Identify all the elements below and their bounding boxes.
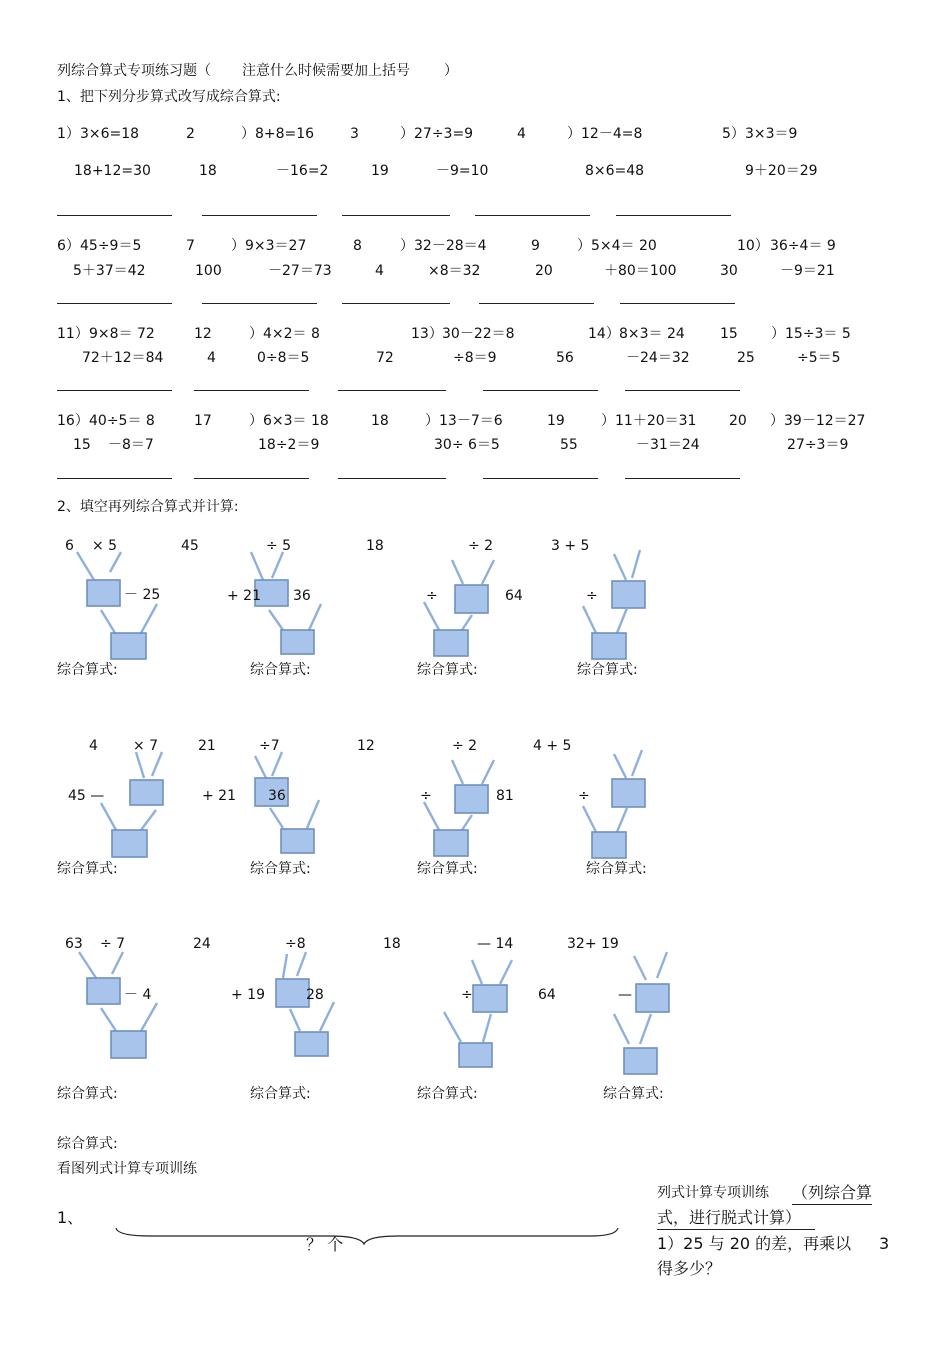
problem-step1: ）5×4＝ 20 [577, 238, 657, 254]
tree-side-term-left: ÷ [578, 788, 590, 804]
formula-label: 综合算式: [250, 861, 311, 877]
problem-step2-lead: 20 [535, 263, 553, 279]
problem-number: 1） [57, 126, 80, 142]
formula-label: 综合算式: [603, 1086, 664, 1102]
tree-side-term-right: 36 [293, 588, 311, 604]
problem-step1: ）32－28＝4 [400, 238, 487, 254]
problem-step1: 9×8＝ 72 [89, 326, 155, 342]
tree-side-term-left: — [618, 987, 632, 1003]
page-title: 列综合算式专项练习题（ [57, 63, 211, 79]
tree-side-term-left: + 21 [202, 788, 236, 804]
problem-step2: 72＋12＝84 [82, 350, 164, 366]
tree-side-term-right: 81 [496, 788, 514, 804]
tree-side-term-left: + 21 [227, 588, 261, 604]
formula-label: 综合算式: [250, 662, 311, 678]
problem-step1: ）4×2＝ 8 [249, 326, 320, 342]
problem-step2: 18÷2＝9 [258, 437, 320, 453]
problem-step2: －31＝24 [636, 437, 700, 453]
tree-side-term: － 4 [124, 987, 152, 1003]
problem-step1: ）11＋20＝31 [601, 413, 697, 429]
problem-step1: ）9×3＝27 [231, 238, 307, 254]
problem-number: 16） [57, 413, 89, 429]
problem-step2: ＋80＝100 [604, 263, 677, 279]
tree-operator: — 14 [477, 936, 514, 952]
problem-step2: ÷5＝5 [797, 350, 841, 366]
problem-step2-lead: 72 [376, 350, 394, 366]
problem-step2-lead: 100 [195, 263, 222, 279]
tree-side-term-left: ÷ [420, 788, 432, 804]
problem-number: 3 [350, 126, 359, 142]
picture-problems-heading: 看图列式计算专项训练 [57, 1161, 197, 1177]
problem-step2: －16=2 [276, 163, 329, 179]
tree-operator: × 5 [92, 538, 118, 554]
tree-box-value: 36 [268, 788, 286, 804]
problem-step2: 0÷8＝5 [257, 350, 310, 366]
tree-operand: 32+ 19 [567, 936, 619, 952]
tree-operator: × 7 [133, 738, 159, 754]
problem-step1: 3×6=18 [80, 126, 140, 142]
tree-side-term: － 25 [124, 587, 161, 603]
problem-step2: －9=10 [436, 163, 489, 179]
tree-side-term-right: 64 [538, 987, 556, 1003]
right-section-title: 列式计算专项训练 [657, 1185, 769, 1201]
tree-operator: ÷8 [285, 936, 306, 952]
problem-number: 10） [737, 238, 769, 254]
word-problem-1: 1）25 与 20 的差，再乘以 [657, 1234, 852, 1253]
problem-step2: ÷8＝9 [453, 350, 497, 366]
right-section-subtitle-line1: （列综合算 [792, 1182, 872, 1205]
problem-step2-lead: 56 [556, 350, 574, 366]
word-problem-1-number: 3 [879, 1234, 890, 1253]
problem-step2-lead: 15 [73, 437, 91, 453]
tree-side-term-left: ÷ [461, 987, 473, 1003]
problem-number: 7 [186, 238, 195, 254]
problem-number: 5） [722, 126, 745, 142]
problem-step1: ）15÷3＝ 5 [771, 326, 851, 342]
tree-side-term-right: 28 [306, 987, 324, 1003]
tree-operand: 4 + 5 [533, 738, 572, 754]
tree-operator: ÷ 2 [452, 738, 478, 754]
section2-heading: 2、填空再列综合算式并计算: [57, 499, 239, 515]
formula-label: 综合算式: [57, 1086, 118, 1102]
title-close: ） [444, 63, 458, 79]
problem-step2: 8×6=48 [585, 163, 645, 179]
tree-side-term-left: + 19 [231, 987, 265, 1003]
formula-label: 综合算式: [57, 662, 118, 678]
formula-label: 综合算式: [250, 1086, 311, 1102]
problem-number: 11） [57, 326, 89, 342]
problem-step1: 3×3＝9 [745, 126, 798, 142]
problem-number: 8 [353, 238, 362, 254]
problem-step2-lead: 55 [560, 437, 578, 453]
problem-number: 13） [411, 326, 443, 342]
brace-label: ？ 个 [306, 1235, 344, 1254]
problem-number: 15 [720, 326, 738, 342]
problem-step2-lead: 25 [737, 350, 755, 366]
formula-label: 综合算式: [417, 662, 478, 678]
tree-operand: 4 [89, 738, 98, 754]
problem-number: 6） [57, 238, 80, 254]
tree-operator: ÷ 5 [266, 538, 292, 554]
problem-step1: 36÷4＝ 9 [770, 238, 836, 254]
tree-operand: 12 [357, 738, 375, 754]
tree-side-term-left: ÷ [426, 588, 438, 604]
problem-number: 18 [371, 413, 389, 429]
problem-step2: 9＋20＝29 [745, 163, 818, 179]
problem-step2-lead: 4 [375, 263, 384, 279]
tree-operand: 21 [198, 738, 216, 754]
title-note: 注意什么时候需要加上括号 [242, 63, 410, 79]
problem-step1: 8×3＝ 24 [619, 326, 685, 342]
tree-operand: 18 [366, 538, 384, 554]
problem-step1: 45÷9＝5 [80, 238, 142, 254]
problem-step2: －8＝7 [108, 437, 154, 453]
formula-label: 综合算式: [57, 861, 118, 877]
problem-step2: 5＋37＝42 [73, 263, 146, 279]
section1-heading: 1、把下列分步算式改写成综合算式: [57, 89, 281, 105]
problem-step1: ）8+8=16 [241, 126, 315, 142]
problem-step2: 18+12=30 [74, 163, 151, 179]
problem-step2-lead: 30 [720, 263, 738, 279]
problem-number: 14） [588, 326, 620, 342]
formula-label: 综合算式: [577, 662, 638, 678]
problem-step1: ）27÷3=9 [400, 126, 474, 142]
tree-operand: 3 + 5 [551, 538, 590, 554]
problem-step1: 40÷5＝ 8 [89, 413, 155, 429]
problem-number: 20 [729, 413, 747, 429]
problem-step2-lead: 4 [207, 350, 216, 366]
tree-operand: 63 [65, 936, 83, 952]
problem-step2-lead: 19 [371, 163, 389, 179]
problem-step1: ）12－4=8 [567, 126, 643, 142]
formula-label: 综合算式: [417, 861, 478, 877]
word-problem-1-end: 得多少？ [657, 1259, 722, 1278]
right-section-subtitle-line2: 式，进行脱式计算） [657, 1207, 815, 1230]
tree-operator: ÷ 2 [468, 538, 494, 554]
question-number: 1、 [57, 1208, 84, 1227]
problem-step2: －24＝32 [626, 350, 690, 366]
problem-step2: ×8＝32 [428, 263, 481, 279]
tree-side-term-left: 45 — [68, 788, 105, 804]
curly-brace [116, 1228, 618, 1244]
problem-number: 9 [531, 238, 540, 254]
formula-label: 综合算式: [417, 1086, 478, 1102]
problem-step2: 27÷3＝9 [787, 437, 849, 453]
tree-operand: 24 [193, 936, 211, 952]
problem-step1: ）39－12＝27 [770, 413, 866, 429]
problem-step2: －9＝21 [780, 263, 835, 279]
problem-step1: ）6×3＝ 18 [249, 413, 329, 429]
tree-operand: 45 [181, 538, 199, 554]
problem-step2-lead: 18 [199, 163, 217, 179]
tree-operator: ÷7 [259, 738, 280, 754]
formula-label: 综合算式: [57, 1136, 118, 1152]
problem-step1: 30－22＝8 [442, 326, 515, 342]
tree-operand: 18 [383, 936, 401, 952]
problem-step2: 30÷ 6＝5 [434, 437, 500, 453]
problem-step1: ）13－7＝6 [425, 413, 503, 429]
tree-operand: 6 [65, 538, 74, 554]
problem-number: 17 [194, 413, 212, 429]
formula-label: 综合算式: [586, 861, 647, 877]
problem-number: 19 [547, 413, 565, 429]
problem-number: 2 [186, 126, 195, 142]
problem-number: 4 [517, 126, 526, 142]
problem-step2: －27＝73 [268, 263, 332, 279]
problem-number: 12 [194, 326, 212, 342]
tree-side-term-right: 64 [505, 588, 523, 604]
tree-operator: ÷ 7 [100, 936, 126, 952]
tree-side-term-left: ÷ [586, 588, 598, 604]
